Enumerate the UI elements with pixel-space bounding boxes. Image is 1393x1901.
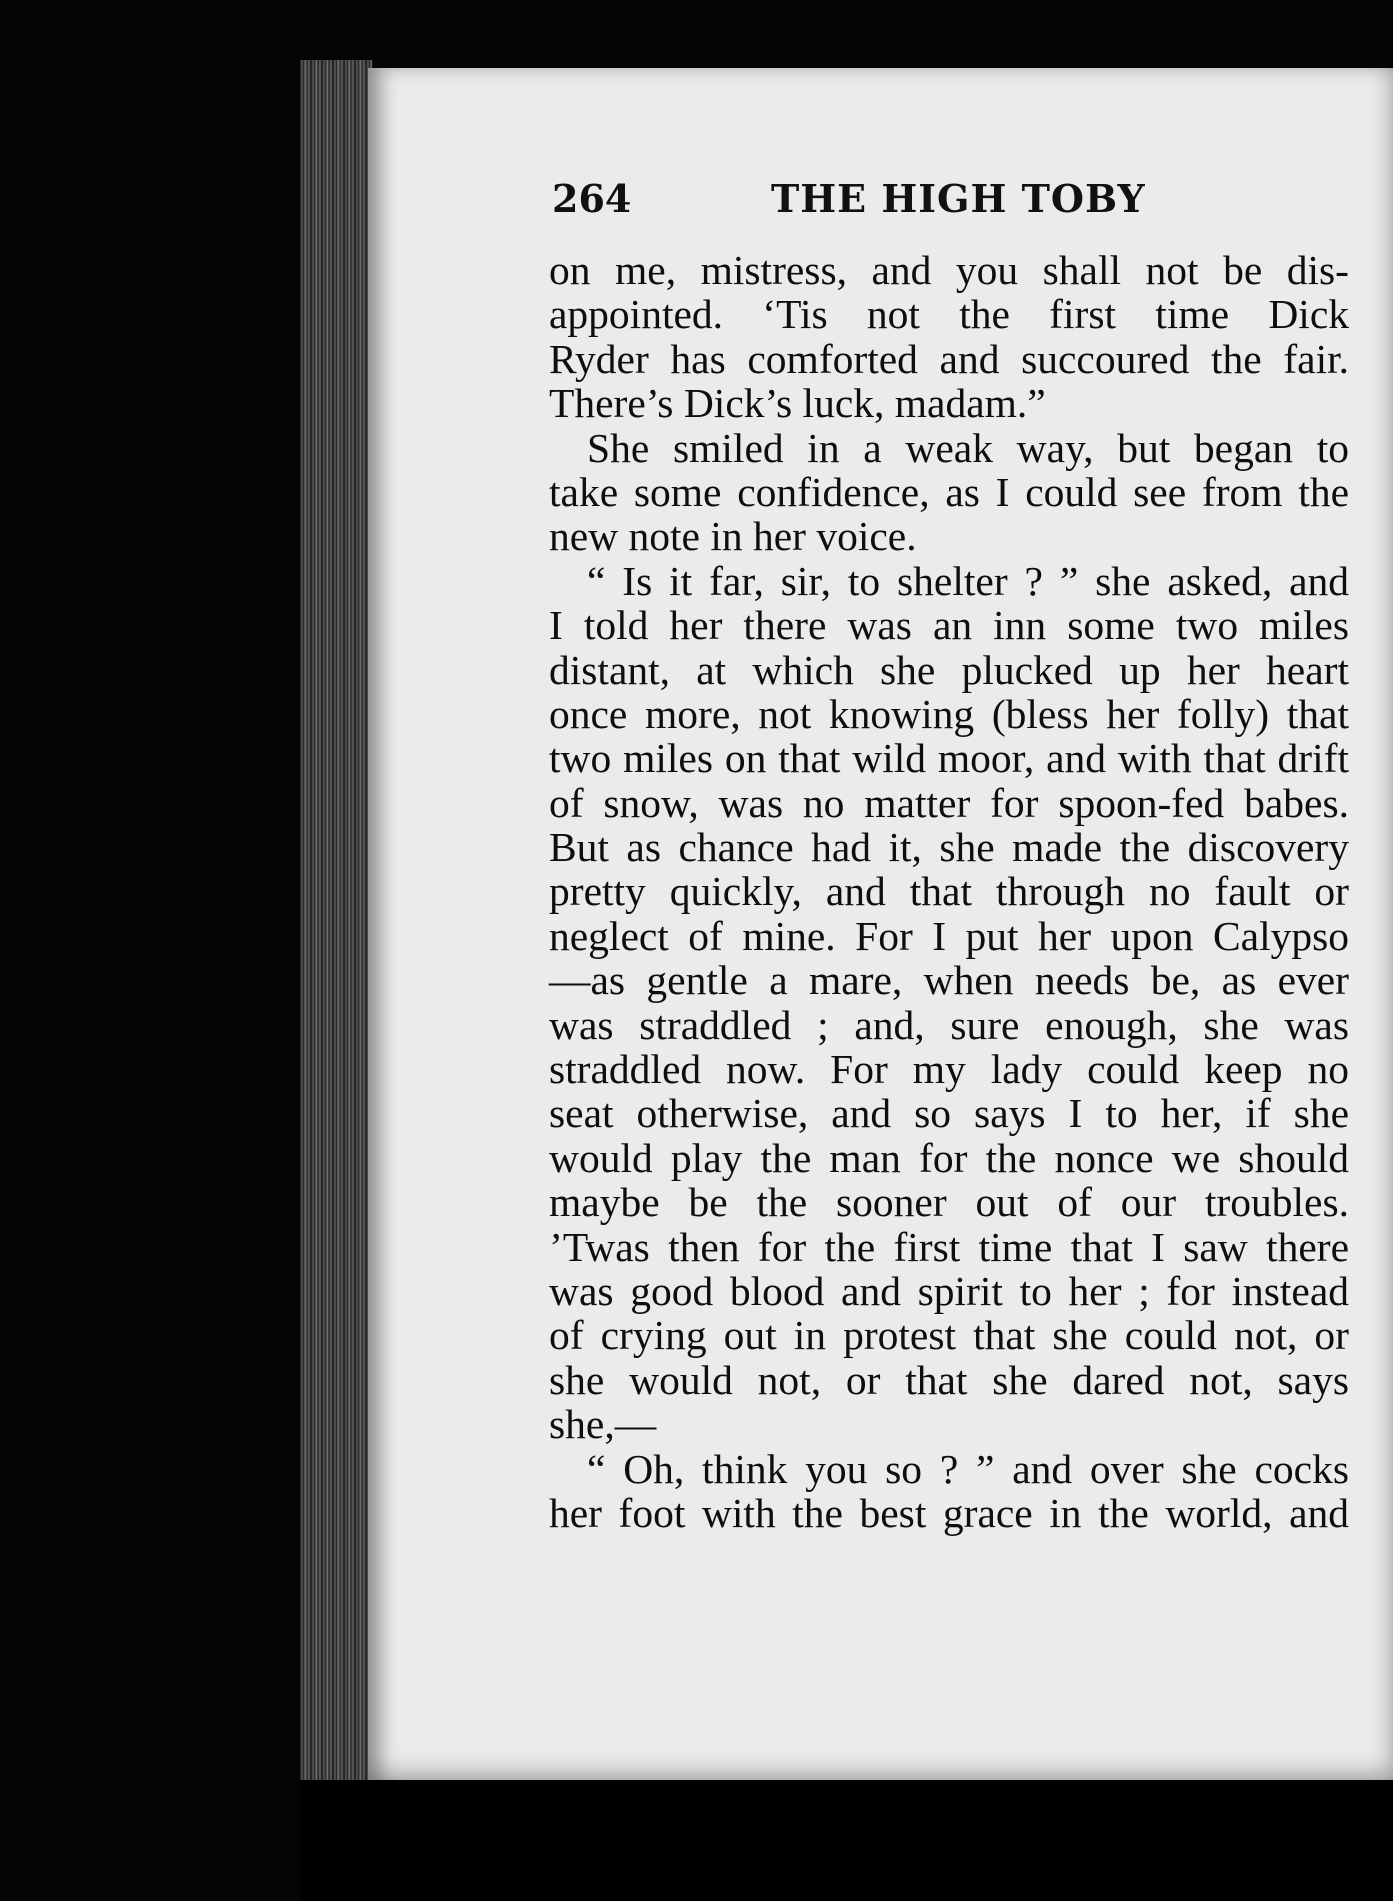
text-line: appointed. ‘Tis not the first time Dick (549, 291, 1349, 338)
text-line: “ Oh, think you so ? ” and over she cocks (587, 1445, 1349, 1492)
text-line: of crying out in protest that she could not, or (549, 1312, 1349, 1359)
text-line: I told her there was an inn some two miles (549, 602, 1349, 649)
bottom-shadow (300, 1780, 1393, 1901)
text-line: neglect of mine. For I put her upon Calypso (549, 912, 1349, 959)
running-head (552, 176, 1152, 226)
text-line: once more, not knowing (bless her folly) that (549, 690, 1349, 737)
text-line: she,— (549, 1401, 657, 1448)
text-line: her foot with the best grace in the world, and (549, 1489, 1349, 1536)
running-title: THE HIGH TOBY (771, 176, 1146, 221)
text-line: —as gentle a mare, when needs be, as ever (549, 957, 1349, 1004)
text-line: But as chance had it, she made the discovery (549, 824, 1349, 871)
body-text (549, 248, 1349, 1535)
text-line: distant, at which she plucked up her heart (549, 646, 1349, 693)
text-line: was good blood and spirit to her ; for instead (549, 1267, 1349, 1314)
text-line: Ryder has comforted and succoured the fair. (549, 335, 1349, 382)
text-line: take some confidence, as I could see from the (549, 468, 1349, 515)
text-line: she would not, or that she dared not, says (549, 1356, 1349, 1403)
text-line: would play the man for the nonce we should (549, 1134, 1349, 1181)
text-line: straddled now. For my lady could keep no (549, 1046, 1349, 1093)
page-number: 264 (552, 176, 632, 221)
text-line: two miles on that wild moor, and with that drift (549, 735, 1349, 782)
text-line: ’Twas then for the first time that I saw there (549, 1223, 1349, 1270)
text-line: “ Is it far, sir, to shelter ? ” she asked, and (587, 557, 1349, 604)
text-line: of snow, was no matter for spoon-fed babes. (549, 779, 1349, 826)
book-page-edges (300, 60, 372, 1795)
text-line: pretty quickly, and that through no fault or (549, 868, 1349, 915)
text-line: There’s Dick’s luck, madam.” (549, 380, 1046, 427)
text-line: She smiled in a weak way, but began to (587, 424, 1349, 471)
text-line: on me, mistress, and you shall not be dis- (549, 247, 1349, 293)
text-line: seat otherwise, and so says I to her, if she (549, 1090, 1349, 1137)
text-line: was straddled ; and, sure enough, she was (549, 1001, 1349, 1048)
text-line: maybe be the sooner out of our troubles. (549, 1179, 1349, 1226)
text-line: new note in her voice. (549, 513, 917, 560)
